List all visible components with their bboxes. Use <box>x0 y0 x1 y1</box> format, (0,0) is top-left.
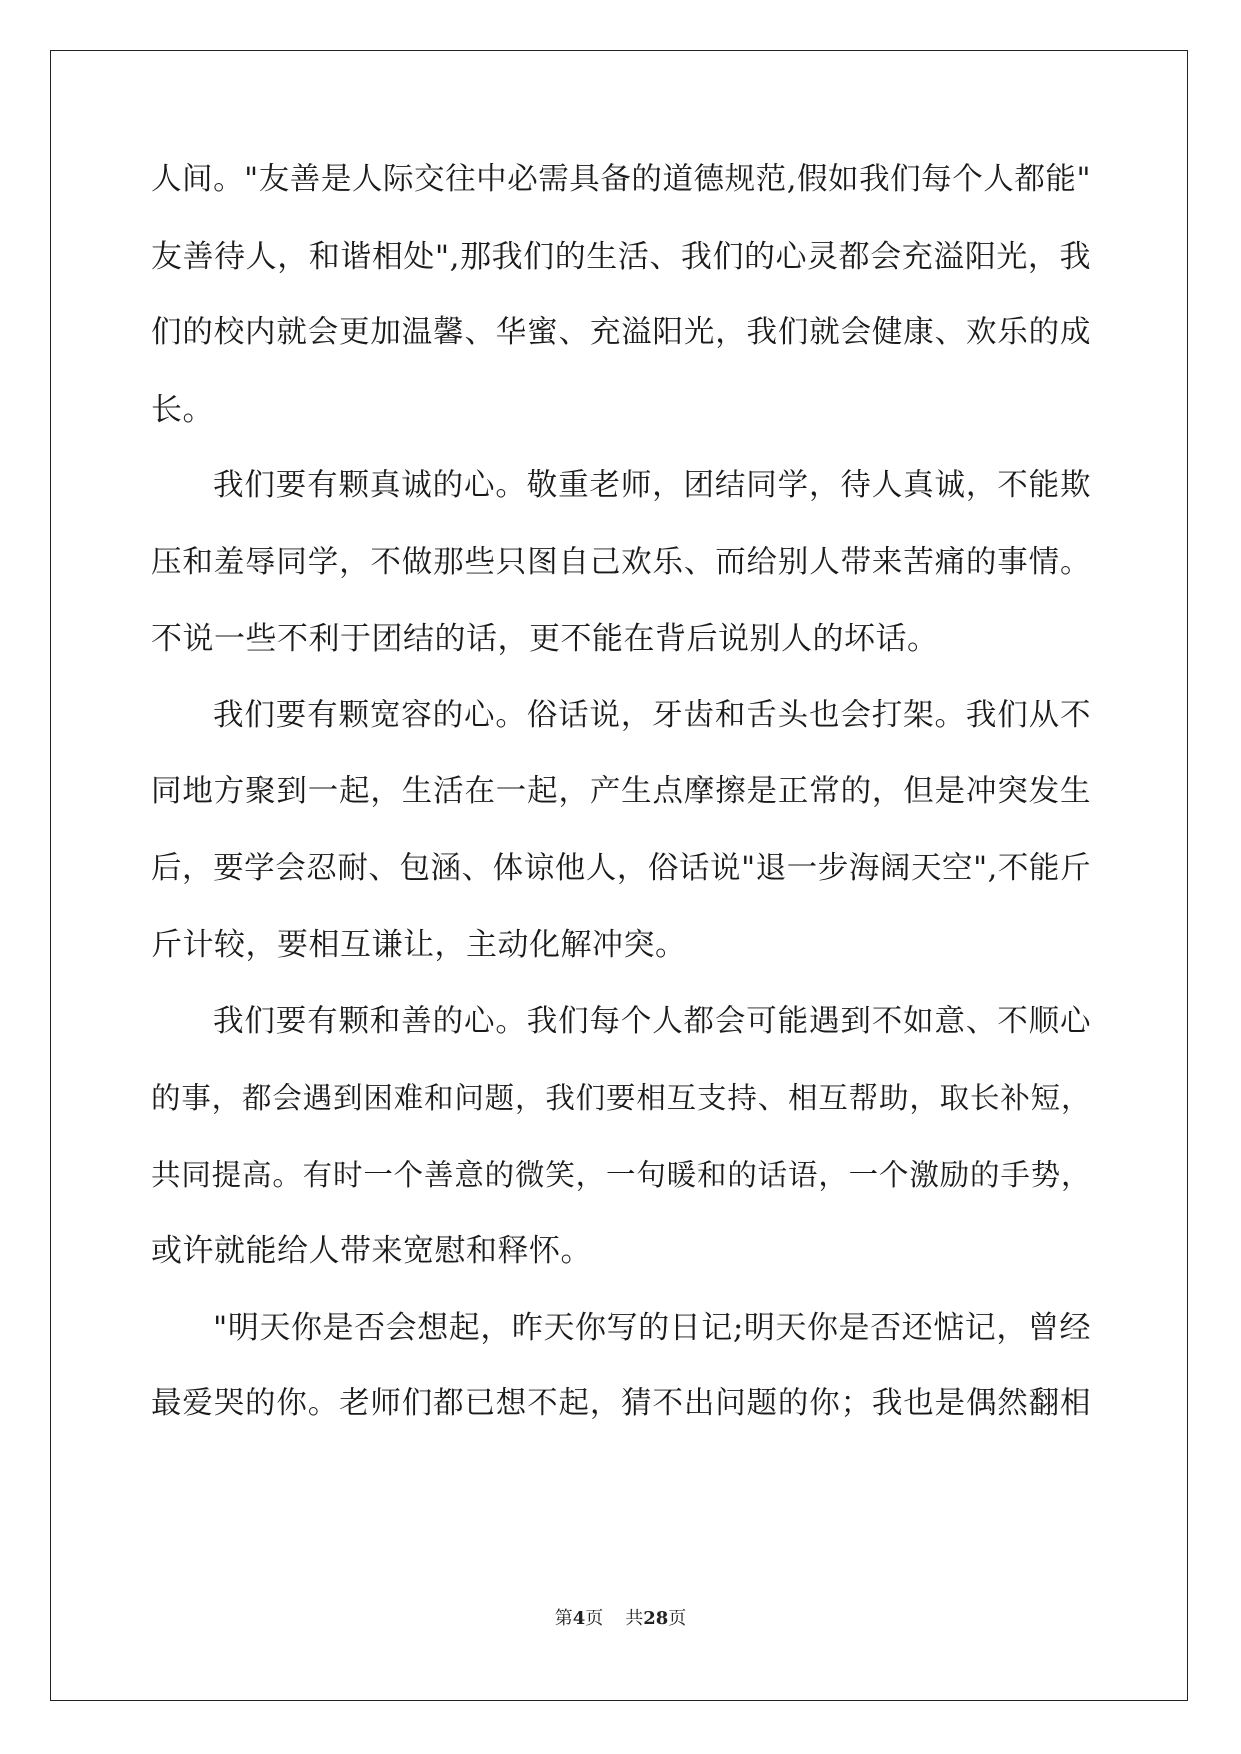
total-suffix: 页 <box>668 1608 687 1629</box>
text-line: 斤计较，要相互谦让，主动化解冲突。 <box>151 927 687 963</box>
page-suffix: 页 <box>585 1608 604 1629</box>
text-line: 不说一些不利于团结的话，更不能在背后说别人的坏话。 <box>151 621 939 657</box>
text-line: 同地方聚到一起，生活在一起，产生点摩擦是正常的，但是冲突发生 <box>151 774 1091 809</box>
paragraph-start-line: 我们要有颗宽容的心。俗话说，牙齿和舌头也会打架。我们从不 <box>213 697 1091 733</box>
text-line: 们的校内就会更加温馨、华蜜、充溢阳光，我们就会健康、欢乐的成 <box>151 315 1091 350</box>
text-line: 人间。"友善是人际交往中必需具备的道德规范,假如我们每个人都能" <box>151 162 1091 197</box>
text-line: 最爱哭的你。老师们都已想不起，猜不出问题的你；我也是偶然翻相 <box>151 1386 1091 1421</box>
text-line: 友善待人，和谐相处",那我们的生活、我们的心灵都会充溢阳光，我 <box>151 238 1091 275</box>
page-footer <box>0 1604 1241 1630</box>
total-prefix: 共 <box>625 1608 644 1629</box>
page-prefix: 第 <box>554 1608 573 1629</box>
text-line: 共同提高。有时一个善意的微笑，一句暖和的话语，一个激励的手势， <box>151 1157 1091 1192</box>
paragraph-start-line: "明天你是否会想起，昨天你写的日记;明天你是否还惦记，曾经 <box>213 1309 1091 1346</box>
paragraph-start-line: 我们要有颗和善的心。我们每个人都会可能遇到不如意、不顺心 <box>213 1003 1091 1039</box>
text-line: 长。 <box>151 391 214 428</box>
page-number: 4 <box>572 1608 586 1629</box>
text-line: 的事，都会遇到困难和问题，我们要相互支持、相互帮助，取长补短， <box>151 1081 1091 1115</box>
text-line: 后，要学会忍耐、包涵、体谅他人，俗话说"退一步海阔天空",不能斤 <box>151 850 1091 886</box>
total-pages: 28 <box>643 1608 669 1629</box>
document-body <box>151 160 1091 1461</box>
text-line: 或许就能给人带来宽慰和释怀。 <box>151 1233 592 1269</box>
paragraph-start-line: 我们要有颗真诚的心。敬重老师，团结同学，待人真诚，不能欺 <box>213 468 1091 503</box>
text-line: 压和羞辱同学，不做那些只图自己欢乐、而给别人带来苦痛的事情。 <box>151 544 1091 580</box>
